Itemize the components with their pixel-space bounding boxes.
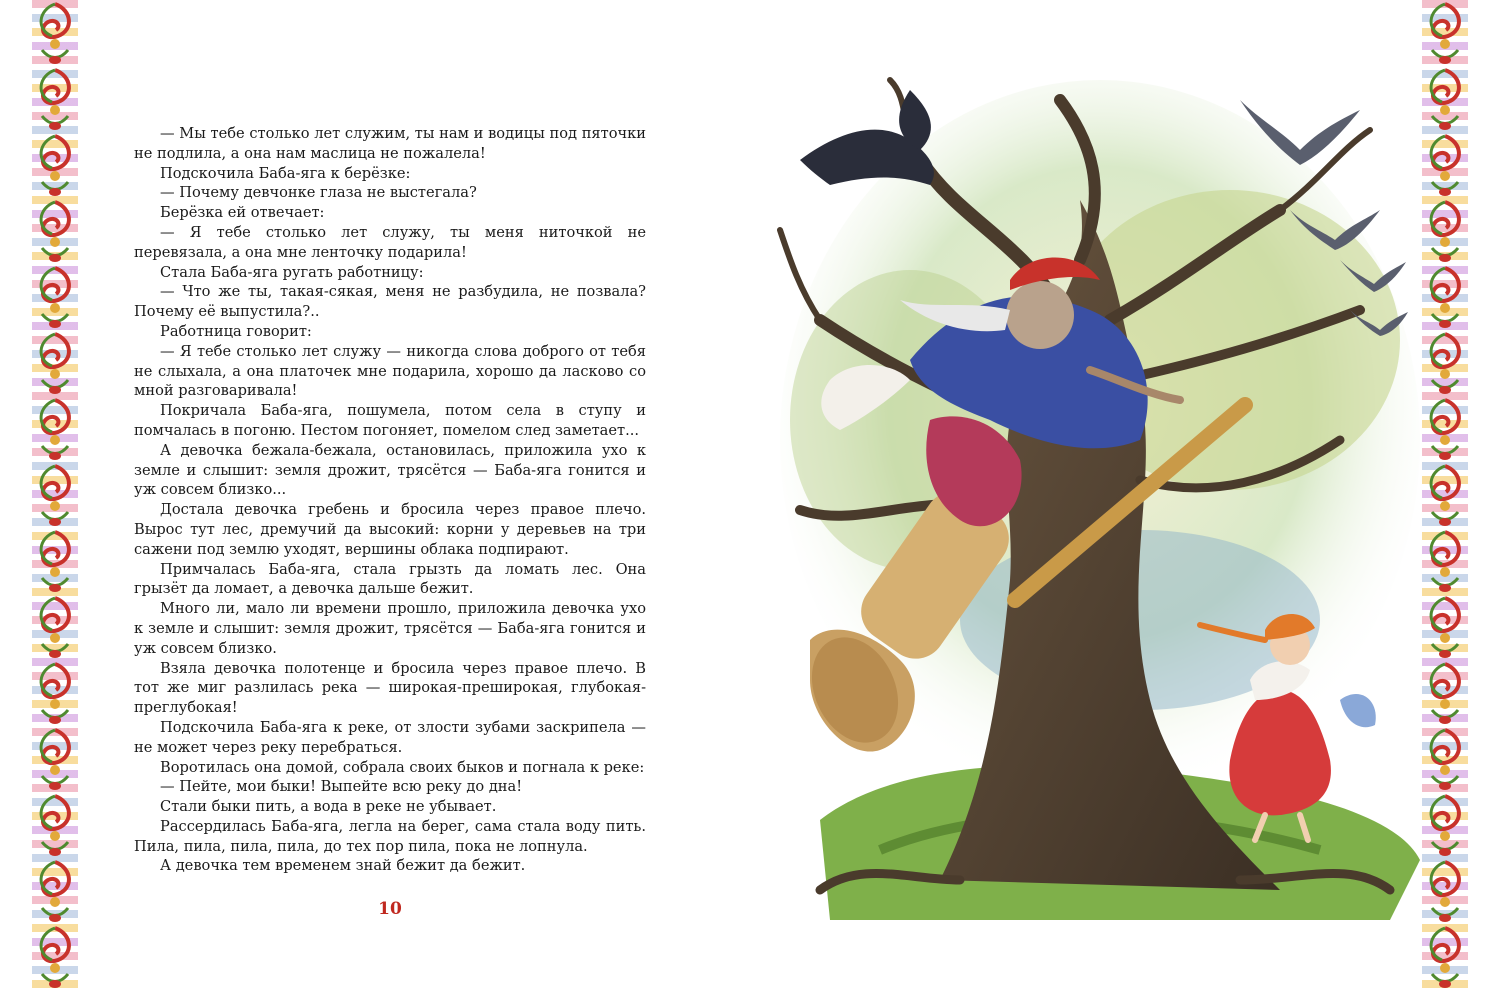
paragraph: Покричала Баба-яга, пошумела, потом села в ступу и помчалась в погоню. Пестом погоняет, помелом след заметает...: [134, 402, 646, 439]
paragraph: — Почему девчонке глаза не выстегала?: [160, 184, 477, 202]
paragraph: Работница говорит:: [160, 322, 312, 340]
paragraph: — Я тебе столько лет служу, ты меня ниточкой не перевязала, а она мне ленточку подарила!: [134, 223, 646, 261]
floral-ornament-icon: [32, 0, 78, 989]
paragraph: — Что же ты, такая-сякая, меня не разбудила, не позвала? Почему её выпустила?..: [134, 283, 646, 321]
paragraph: Подскочила Баба-яга к реке, от злости зубами заскрипела — не может через реку перебраться.: [134, 718, 646, 756]
paragraph: Рассердилась Баба-яга, легла на берег, сама стала воду пить. Пила, пила, пила, пила, до тех пор пила, пока не лопнула.: [134, 817, 646, 855]
paragraph: — Я тебе столько лет служу — никогда слова доброго от тебя не слыхала, а она платочек мне подарила, хорошо да ласково со мной разговаривала!: [134, 342, 646, 400]
paragraph: Берёзка ей отвечает:: [160, 204, 325, 222]
story-text: [134, 124, 646, 876]
baba-yaga-illustration: [760, 60, 1420, 920]
paragraph: Достала девочка гребень и бросила через правое плечо. Вырос тут лес, дремучий да высокий: корни у деревьев на три сажени под землю уходят, вершины облака подпирают.: [134, 501, 646, 558]
paragraph: Воротилась она домой, собрала своих быков и погнала к реке:: [160, 758, 645, 776]
crow-icon: [800, 90, 934, 185]
page-number: 10: [378, 899, 402, 919]
paragraph: — Мы тебе столько лет служим, ты нам и водицы под пяточки не подлила, а она нам маслица не пожалела!: [134, 125, 646, 162]
paragraph: — Пейте, мои быки! Выпейте всю реку до дна!: [160, 778, 523, 796]
paragraph: Стали быки пить, а вода в реке не убывает.: [160, 798, 497, 816]
right-ornamental-border: [1422, 0, 1468, 989]
paragraph: Примчалась Баба-яга, стала грызть да ломать лес. Она грызёт да ломает, а девочка дальше бежит.: [134, 560, 646, 598]
paragraph: Взяла девочка полотенце и бросила через правое плечо. В тот же миг разлилась река — широкая-преширокая, глубокая-преглубокая!: [134, 659, 646, 717]
left-ornamental-border: [32, 0, 78, 989]
paragraph: Много ли, мало ли времени прошло, приложила девочка ухо к земле и слышит: земля дрожит, трясётся — Баба-яга гонится и уж совсем близко.: [134, 600, 646, 657]
paragraph: Стала Баба-яга ругать работницу:: [160, 263, 424, 281]
floral-ornament-icon: [1422, 0, 1468, 989]
paragraph: А девочка бежала-бежала, остановилась, приложила ухо к земле и слышит: земля дрожит, трясётся — Баба-яга гонится и уж совсем близко...: [134, 441, 646, 499]
paragraph: А девочка тем временем знай бежит да бежит.: [160, 857, 526, 875]
paragraph: Подскочила Баба-яга к берёзке:: [160, 164, 411, 182]
